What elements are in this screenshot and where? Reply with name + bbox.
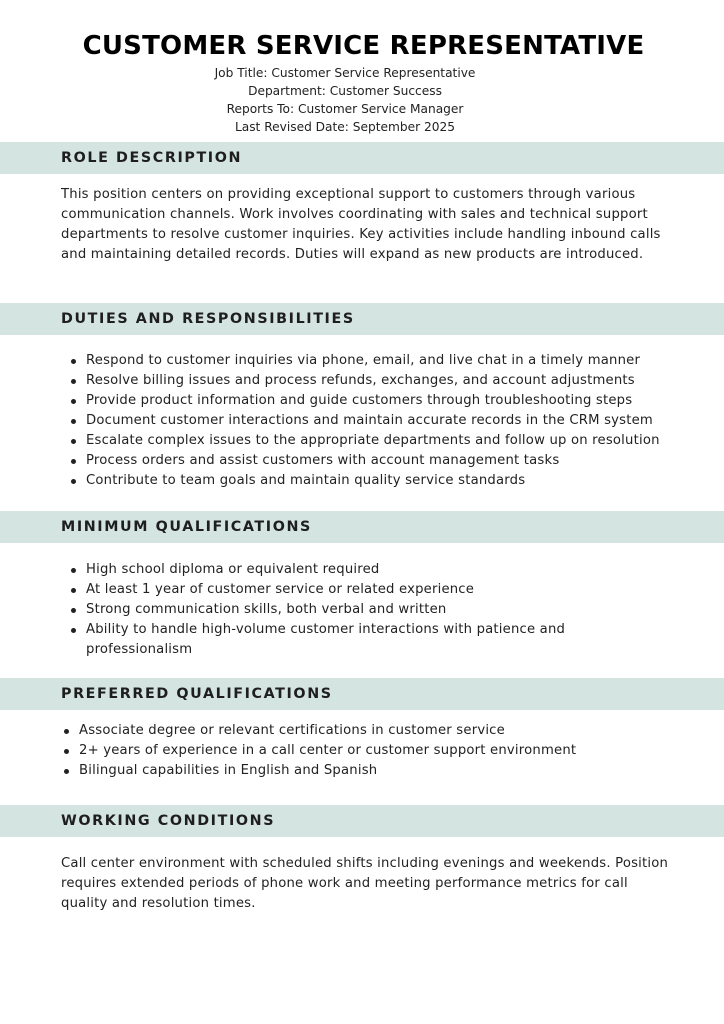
job-meta: [0, 64, 690, 136]
list-item: Process orders and assist customers with account management tasks: [61, 451, 691, 471]
list-item: Contribute to team goals and maintain quality service standards: [61, 471, 691, 491]
section-heading-role: ROLE DESCRIPTION: [61, 150, 243, 166]
section-header-pref-qual: [0, 678, 724, 710]
list-item: At least 1 year of customer service or related experience: [61, 580, 621, 600]
section-header-min-qual: [0, 511, 724, 543]
section-heading-conditions: WORKING CONDITIONS: [61, 813, 276, 829]
section-heading-duties: DUTIES AND RESPONSIBILITIES: [61, 311, 355, 327]
section-heading-min-qual: MINIMUM QUALIFICATIONS: [61, 519, 312, 535]
page-title: CUSTOMER SERVICE REPRESENTATIVE: [82, 31, 645, 61]
duties-list: [61, 351, 691, 491]
min-qual-list: [61, 560, 621, 660]
working-conditions-text: Call center environment with scheduled shifts including evenings and weekends. Position requires extended periods of phone work and meeting performance metrics for call quality and resolution times.: [61, 856, 669, 911]
list-item: Document customer interactions and maintain accurate records in the CRM system: [61, 411, 691, 431]
meta-reports-to: Reports To: Customer Service Manager: [226, 102, 464, 116]
list-item: Escalate complex issues to the appropriate departments and follow up on resolution: [61, 431, 691, 451]
section-header-role: [0, 142, 724, 174]
section-header-conditions: [0, 805, 724, 837]
meta-revised-date: Last Revised Date: September 2025: [234, 120, 456, 134]
section-header-duties: [0, 303, 724, 335]
section-heading-pref-qual: PREFERRED QUALIFICATIONS: [61, 686, 333, 702]
meta-department: Department: Customer Success: [248, 84, 442, 98]
list-item: 2+ years of experience in a call center or customer support environment: [61, 741, 681, 761]
list-item: Bilingual capabilities in English and Spanish: [61, 761, 681, 781]
list-item: Provide product information and guide customers through troubleshooting steps: [61, 391, 691, 411]
list-item: Associate degree or relevant certifications in customer service: [61, 721, 681, 741]
pref-qual-list: [61, 721, 681, 781]
role-description-text: This position centers on providing exceptional support to customers through various communication channels. Work involves coordinating with sales and technical support departments to resolve customer inquiries. Key activities include handling inbound calls and maintaining detailed records. Duties will expand as new products are introduced.: [61, 187, 661, 262]
list-item: Resolve billing issues and process refunds, exchanges, and account adjustments: [61, 371, 691, 391]
list-item: High school diploma or equivalent required: [61, 560, 621, 580]
list-item: Strong communication skills, both verbal and written: [61, 600, 621, 620]
meta-job-title: Job Title: Customer Service Representative: [214, 66, 476, 80]
list-item: Ability to handle high-volume customer interactions with patience and professionalism: [61, 620, 621, 660]
list-item: Respond to customer inquiries via phone, email, and live chat in a timely manner: [61, 351, 691, 371]
